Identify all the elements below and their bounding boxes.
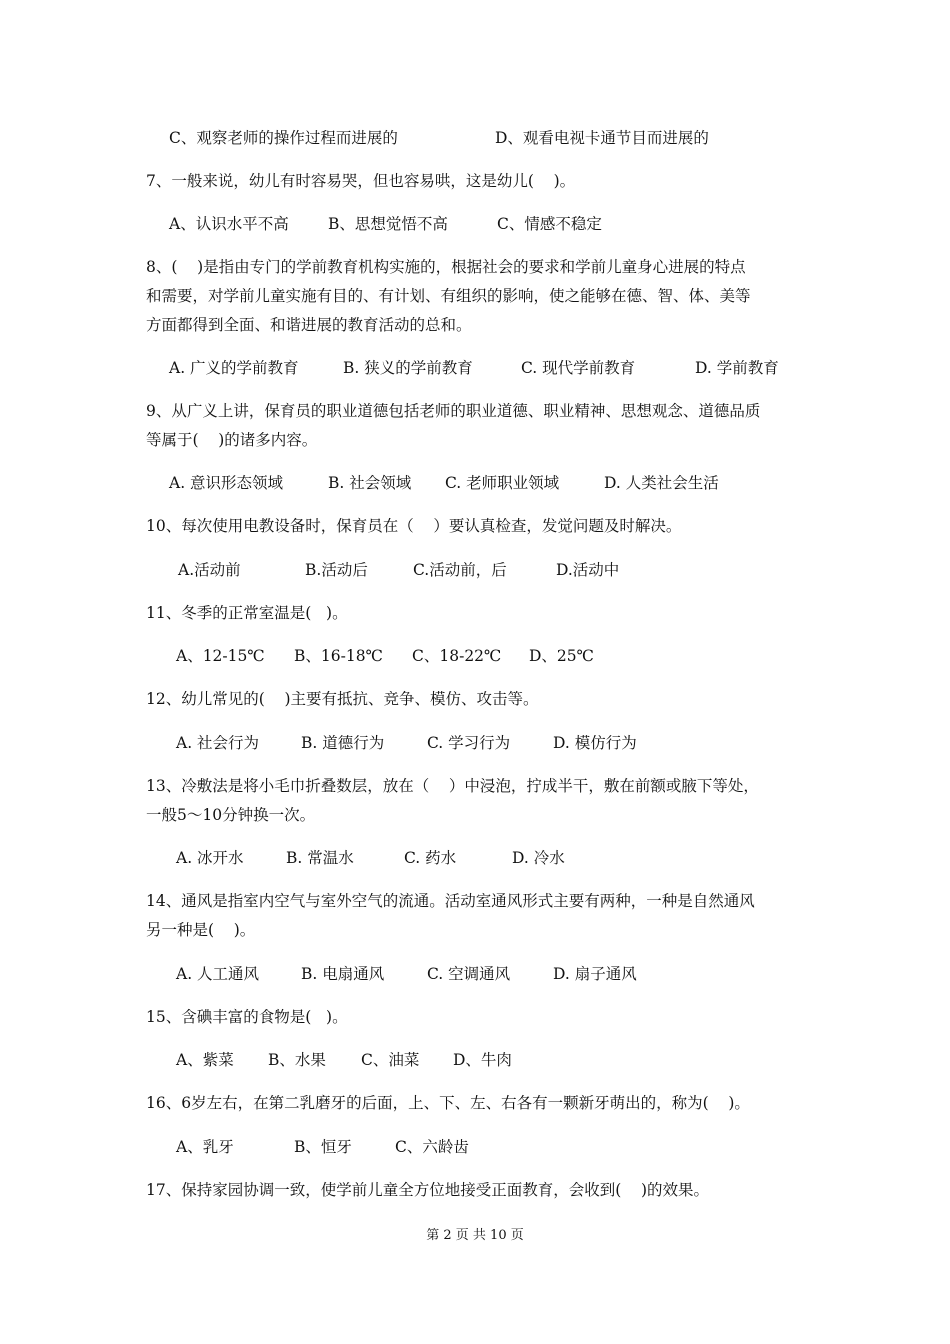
q6-option-d: D、观看电视卡通节目而进展的 [495,129,709,147]
q15-option-b: B、水果 [268,1051,326,1069]
question-7: 7、一般来说，幼儿有时容易哭，但也容易哄，这是幼儿( )。 [146,172,576,190]
question-13-line-2: 一般5～10分钟换一次。 [146,806,316,824]
q14-option-a: A. 人工通风 [176,965,260,983]
q12-option-c: C. 学习行为 [427,734,511,752]
q9-option-d: D. 人类社会生活 [604,474,719,492]
question-9-line-1: 9、从广义上讲，保育员的职业道德包括老师的职业道德、职业精神、思想观念、道德品质 [146,402,761,420]
q10-option-c: C.活动前，后 [413,561,507,579]
page-footer: 第 2 页 共 10 页 [426,1228,524,1243]
q16-option-b: B、恒牙 [294,1138,352,1156]
question-8-line-2: 和需要，对学前儿童实施有目的、有计划、有组织的影响，使之能够在德、智、体、美等 [146,287,751,305]
q7-option-b: B、思想觉悟不高 [328,215,448,233]
q16-option-a: A、乳牙 [176,1138,234,1156]
q8-option-d: D. 学前教育 [695,359,779,377]
q15-option-c: C、油菜 [361,1051,420,1069]
q12-option-d: D. 模仿行为 [553,734,637,752]
question-8-line-3: 方面都得到全面、和谐进展的教育活动的总和。 [146,316,472,334]
question-15: 15、含碘丰富的食物是( )。 [146,1008,348,1026]
q8-option-b: B. 狭义的学前教育 [343,359,473,377]
q8-option-c: C. 现代学前教育 [521,359,636,377]
question-14-line-2: 另一种是( )。 [146,921,256,939]
q12-option-b: B. 道德行为 [301,734,385,752]
q11-option-b: B、16-18℃ [294,647,383,665]
q12-option-a: A. 社会行为 [176,734,260,752]
q10-option-a: A.活动前 [178,561,241,579]
question-9-line-2: 等属于( )的诸多内容。 [146,431,318,449]
q13-option-b: B. 常温水 [286,849,354,867]
q10-option-b: B.活动后 [305,561,368,579]
question-14-line-1: 14、通风是指室内空气与室外空气的流通。活动室通风形式主要有两种，一种是自然通风 [146,892,755,910]
q15-option-a: A、紫菜 [176,1051,234,1069]
q13-option-d: D. 冷水 [512,849,565,867]
q6-option-c: C、观察老师的操作过程而进展的 [169,129,398,147]
q13-option-a: A. 冰开水 [176,849,244,867]
q14-option-c: C. 空调通风 [427,965,511,983]
q9-option-c: C. 老师职业领域 [445,474,560,492]
question-17: 17、保持家园协调一致，使学前儿童全方位地接受正面教育，会收到( )的效果。 [146,1181,710,1199]
q13-option-c: C. 药水 [404,849,457,867]
q7-option-c: C、情感不稳定 [497,215,602,233]
question-12: 12、幼儿常见的( )主要有抵抗、竞争、模仿、攻击等。 [146,690,539,708]
q11-option-d: D、25℃ [529,647,594,665]
q10-option-d: D.活动中 [556,561,620,579]
q14-option-b: B. 电扇通风 [301,965,385,983]
q8-option-a: A. 广义的学前教育 [169,359,299,377]
q7-option-a: A、认识水平不高 [169,215,289,233]
q11-option-c: C、18-22℃ [412,647,502,665]
q16-option-c: C、六龄齿 [395,1138,469,1156]
q11-option-a: A、12-15℃ [176,647,265,665]
question-16: 16、6岁左右，在第二乳磨牙的后面，上、下、左、右各有一颗新牙萌出的，称为( )。 [146,1094,750,1112]
question-11: 11、冬季的正常室温是( )。 [146,604,348,622]
q9-option-a: A. 意识形态领域 [169,474,284,492]
question-13-line-1: 13、冷敷法是将小毛巾折叠数层，放在（ ）中浸泡，拧成半干，敷在前额或腋下等处， [146,777,759,795]
question-10: 10、每次使用电教设备时，保育员在（ ）要认真检查，发觉问题及时解决。 [146,517,682,535]
q9-option-b: B. 社会领域 [328,474,412,492]
q15-option-d: D、牛肉 [453,1051,512,1069]
question-8-line-1: 8、( )是指由专门的学前教育机构实施的，根据社会的要求和学前儿童身心进展的特点 [146,258,746,276]
q14-option-d: D. 扇子通风 [553,965,637,983]
